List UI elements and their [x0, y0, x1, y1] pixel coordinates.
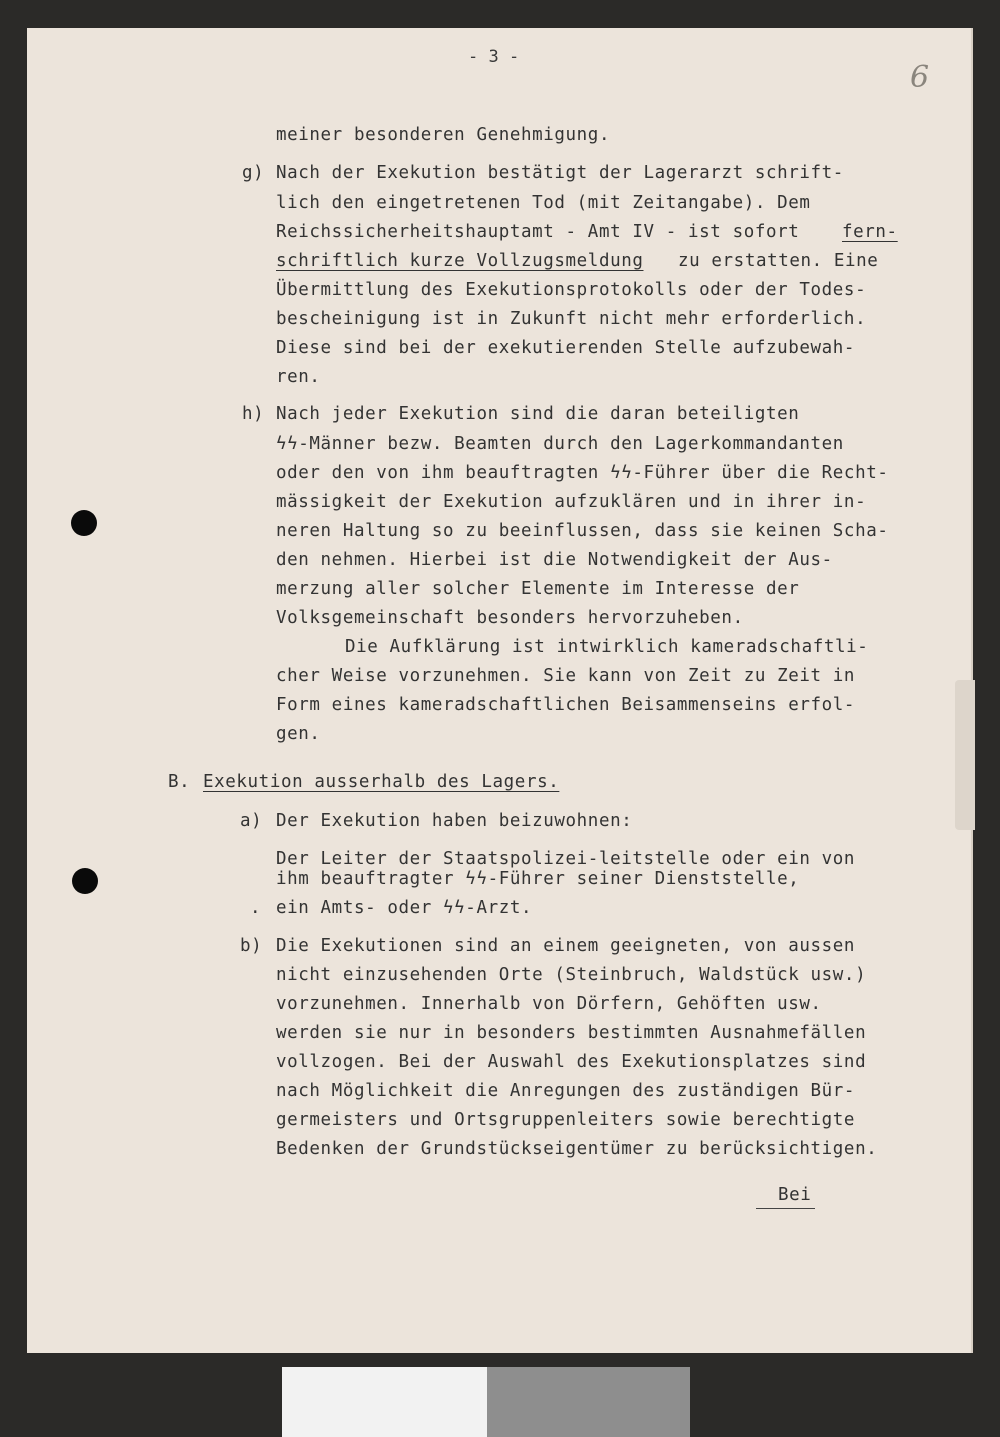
text-line: ren.	[276, 367, 321, 387]
item-marker-a: a)	[240, 811, 263, 831]
text-line: zu erstatten. Eine	[678, 251, 879, 271]
scan-calibration-white	[282, 1367, 487, 1437]
underlined-text: fern-	[842, 222, 898, 242]
text-line: bescheinigung ist in Zukunft nicht mehr erforderlich.	[276, 309, 867, 329]
text-line: Nach der Exekution bestätigt der Lagerarzt schrift-	[276, 163, 844, 183]
text-line: mässigkeit der Exekution aufzuklären und in ihrer in-	[276, 492, 867, 512]
text-line: germeisters und Ortsgruppenleiters sowie berechtigte	[276, 1110, 856, 1130]
text-line: vorzunehmen. Innerhalb von Dörfern, Gehöften usw.	[276, 994, 822, 1014]
text-line: Der Exekution haben beizuwohnen:	[276, 811, 633, 831]
folio-number: 6	[910, 60, 930, 95]
text-line: ein Amts- oder ϟϟ-Arzt.	[276, 898, 533, 918]
page-number: - 3 -	[468, 47, 520, 67]
text-line: meiner besonderen Genehmigung.	[276, 125, 611, 145]
underlined-text: schriftlich kurze Vollzugsmeldung	[276, 251, 644, 271]
text-line: Bedenken der Grundstückseigentümer zu berücksichtigen.	[276, 1139, 878, 1159]
text-line: den nehmen. Hierbei ist die Notwendigkeit der Aus-	[276, 550, 833, 570]
item-marker-g: g)	[242, 163, 265, 183]
text-line: Die Aufklärung ist intwirklich kameradschaftli-	[345, 637, 869, 657]
text-line: Diese sind bei der exekutierenden Stelle aufzubewah-	[276, 338, 856, 358]
text-line: gen.	[276, 724, 321, 744]
item-marker-h: h)	[242, 404, 265, 424]
text-line: Übermittlung des Exekutionsprotokolls oder der Todes-	[276, 280, 867, 300]
page-tab-edge	[955, 680, 975, 830]
text-line: nach Möglichkeit die Anregungen des zuständigen Bür-	[276, 1081, 856, 1101]
list-bullet: .	[250, 898, 262, 918]
text-line: Reichssicherheitshauptamt - Amt IV - ist sofort	[276, 222, 800, 242]
punch-hole-upper	[71, 510, 97, 536]
catchword: Bei	[756, 1185, 815, 1209]
text-line: Form eines kameradschaftlichen Beisammenseins erfol-	[276, 695, 856, 715]
text-line: neren Haltung so zu beeinflussen, dass sie keinen Scha-	[276, 521, 889, 541]
text-line: ϟϟ-Männer bezw. Beamten durch den Lagerkommandanten	[276, 434, 844, 454]
text-line: Die Exekutionen sind an einem geeigneten, von aussen	[276, 936, 856, 956]
text-line: lich den eingetretenen Tod (mit Zeitangabe). Dem	[276, 193, 811, 213]
text-line: Der Leiter der Staatspolizei-leitstelle oder ein von	[276, 849, 856, 869]
item-marker-b: b)	[240, 936, 263, 956]
text-line: oder den von ihm beauftragten ϟϟ-Führer über die Recht-	[276, 463, 889, 483]
text-line: werden sie nur in besonders bestimmten Ausnahmefällen	[276, 1023, 867, 1043]
text-line: nicht einzusehenden Orte (Steinbruch, Waldstück usw.)	[276, 965, 867, 985]
text-line: vollzogen. Bei der Auswahl des Exekutionsplatzes sind	[276, 1052, 867, 1072]
text-line: cher Weise vorzunehmen. Sie kann von Zeit zu Zeit in	[276, 666, 856, 686]
text-line: Volksgemeinschaft besonders hervorzuheben.	[276, 608, 744, 628]
scan-calibration-gray	[487, 1367, 690, 1437]
section-marker-b: B.	[168, 772, 191, 792]
text-line: ihm beauftragter ϟϟ-Führer seiner Dienststelle,	[276, 869, 800, 889]
text-line: merzung aller solcher Elemente im Interesse der	[276, 579, 800, 599]
text-line: Nach jeder Exekution sind die daran beteiligten	[276, 404, 800, 424]
section-heading: Exekution ausserhalb des Lagers.	[203, 772, 560, 792]
punch-hole-lower	[72, 868, 98, 894]
